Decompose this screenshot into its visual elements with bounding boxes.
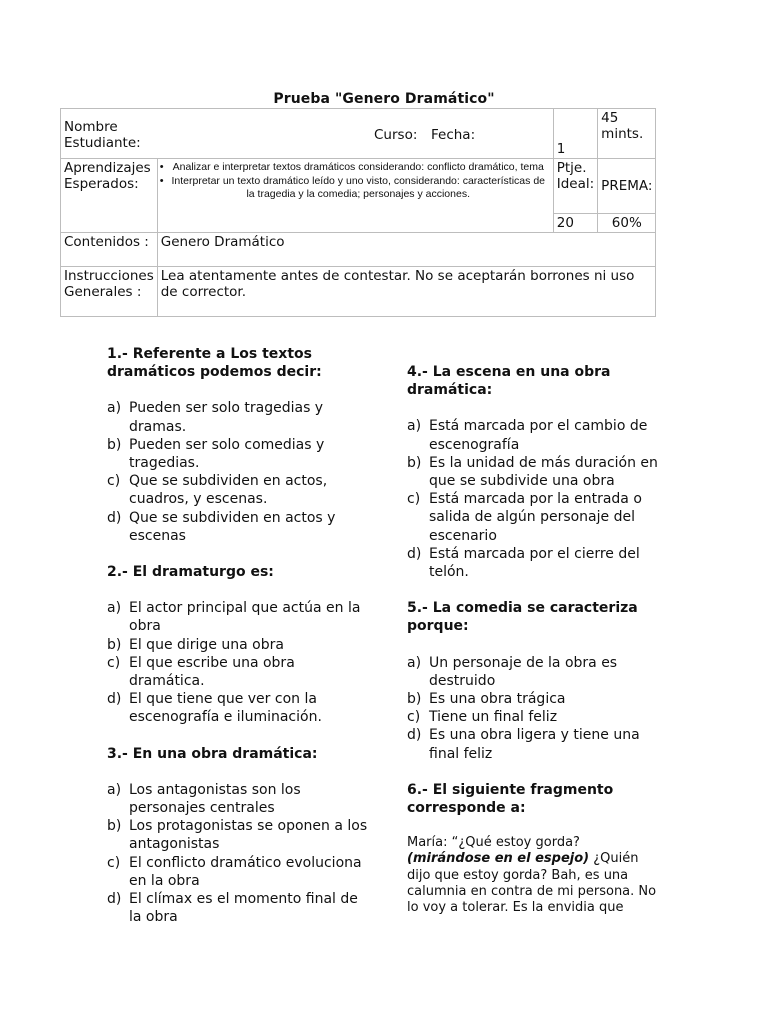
prema-value: 60% <box>598 214 656 233</box>
option-list <box>407 417 663 581</box>
option-text: Los antagonistas son los personajes centrales <box>129 781 301 817</box>
option-list <box>107 781 369 927</box>
option-key: a) <box>107 781 122 798</box>
option-key: a) <box>107 600 122 617</box>
option-text: Los protagonistas se oponen a los antagonistas <box>129 818 368 853</box>
curso-label: Curso: <box>374 127 418 143</box>
option-key: c) <box>107 854 121 871</box>
answer-option <box>107 509 369 545</box>
option-text: El clímax es el momento final de la obra <box>129 891 358 926</box>
option-text: El actor principal que actúa en la obra <box>129 600 361 635</box>
grade-cell: 1 <box>553 109 597 159</box>
bullet-icon: • <box>159 175 164 187</box>
contenidos-label: Contenidos : <box>61 233 158 267</box>
option-key: b) <box>407 691 422 708</box>
answer-option <box>107 854 369 890</box>
answer-option <box>107 890 369 926</box>
option-text: El que escribe una obra dramática. <box>129 654 295 690</box>
option-key: a) <box>107 400 122 417</box>
student-info-cell <box>61 109 554 159</box>
right-question-column <box>407 363 663 916</box>
option-text: Es una obra ligera y tiene una final feliz <box>429 727 640 762</box>
question-title: 1.- Referente a Los textos dramáticos podemos decir: <box>107 346 322 381</box>
question-title: 5.- La comedia se caracteriza porque: <box>407 600 638 635</box>
page-title: Prueba "Genero Dramático" <box>273 91 495 107</box>
option-text: Pueden ser solo comedias y tragedias. <box>129 436 325 472</box>
option-text: Está marcada por la entrada o salida de algún personaje del escenario <box>429 491 642 544</box>
question-title: 2.- El dramaturgo es: <box>107 564 274 581</box>
option-key: a) <box>407 418 422 435</box>
option-text: Es una obra trágica <box>429 691 566 708</box>
option-text: El que dirige una obra <box>129 636 284 653</box>
option-text: El que tiene que ver con la escenografía e iluminación. <box>129 691 322 726</box>
option-key: d) <box>107 691 122 708</box>
ptje-value: 20 <box>553 214 597 233</box>
aprendizajes-cell <box>157 159 553 233</box>
answer-option <box>407 417 663 453</box>
answer-option <box>107 436 369 472</box>
option-key: c) <box>107 473 121 490</box>
option-text: Está marcada por el cambio de escenografía <box>429 418 648 453</box>
answer-option <box>407 654 663 690</box>
option-key: a) <box>407 654 422 671</box>
stage-direction: (mirándose en el espejo) <box>407 851 590 867</box>
option-list <box>407 654 663 763</box>
option-text: Es la unidad de más duración en que se subdivide una obra <box>429 454 658 490</box>
option-text: Que se subdividen en actos, cuadros, y escenas. <box>129 473 328 508</box>
answer-option <box>107 599 369 635</box>
option-key: b) <box>107 436 122 453</box>
instrucciones-value: Lea atentamente antes de contestar. No se aceptarán borrones ni uso de corrector. <box>157 267 656 317</box>
answer-option <box>107 781 369 817</box>
option-text: Está marcada por el cierre del telón. <box>429 545 640 581</box>
answer-option <box>107 654 369 690</box>
option-text: Que se subdividen en actos y escenas <box>129 509 336 544</box>
aprendizajes-label: Aprendizajes Esperados: <box>61 159 158 233</box>
fecha-label: Fecha: <box>431 127 476 143</box>
option-key: d) <box>407 727 422 744</box>
option-list <box>107 599 369 726</box>
answer-option <box>107 472 369 508</box>
option-key: c) <box>407 709 421 726</box>
answer-option <box>407 490 663 545</box>
option-key: b) <box>107 636 122 653</box>
option-text: Pueden ser solo tragedias y dramas. <box>129 400 324 435</box>
aprendizaje-item: • Analizar e interpretar textos dramáticos considerando: conflicto dramático, tema <box>159 161 544 173</box>
answer-option <box>107 690 369 726</box>
answer-option <box>107 817 369 853</box>
nombre-label: Nombre Estudiante: <box>64 119 141 151</box>
option-text: Un personaje de la obra es destruido <box>429 654 618 689</box>
question-title: 6.- El siguiente fragmento corresponde a: <box>407 781 614 817</box>
option-key: d) <box>407 545 422 562</box>
option-list <box>107 399 369 545</box>
answer-option <box>407 690 663 708</box>
option-key: b) <box>407 454 422 471</box>
time-cell: 45 mints. <box>598 109 656 159</box>
question-title: 3.- En una obra dramática: <box>107 745 318 762</box>
option-key: d) <box>107 509 122 526</box>
instrucciones-label: Instrucciones Generales : <box>61 267 158 317</box>
option-key: c) <box>407 491 421 508</box>
option-key: d) <box>107 891 122 908</box>
answer-option <box>107 636 369 654</box>
option-text: El conflicto dramático evoluciona en la obra <box>129 854 362 889</box>
option-key: c) <box>107 654 121 671</box>
bullet-icon: • <box>159 161 164 173</box>
answer-option <box>407 454 663 490</box>
option-key: b) <box>107 818 122 835</box>
answer-option <box>407 545 663 581</box>
left-question-column <box>107 345 369 944</box>
contenidos-value: Genero Dramático <box>157 233 656 267</box>
answer-option <box>107 399 369 435</box>
header-table <box>60 108 656 317</box>
prema-label: PREMA: <box>598 159 656 214</box>
ptje-label: Ptje. Ideal: <box>553 159 597 214</box>
aprendizaje-item: • Interpretar un texto dramático leído y uno visto, considerando: características de la tragedia y la comedia; personajes y acciones. <box>159 175 545 200</box>
option-text: Tiene un final feliz <box>429 709 558 726</box>
answer-option <box>407 708 663 726</box>
answer-option <box>407 726 663 762</box>
fragment-text: María: “¿Qué estoy gorda? (mirándose en el espejo) ¿Quién dijo que estoy gorda? Bah, es una calumnia en contra de mi persona. No lo voy a tolerar. Es la envidia que <box>407 835 657 916</box>
right-questions <box>407 363 663 817</box>
question-title: 4.- La escena en una obra dramática: <box>407 364 611 399</box>
